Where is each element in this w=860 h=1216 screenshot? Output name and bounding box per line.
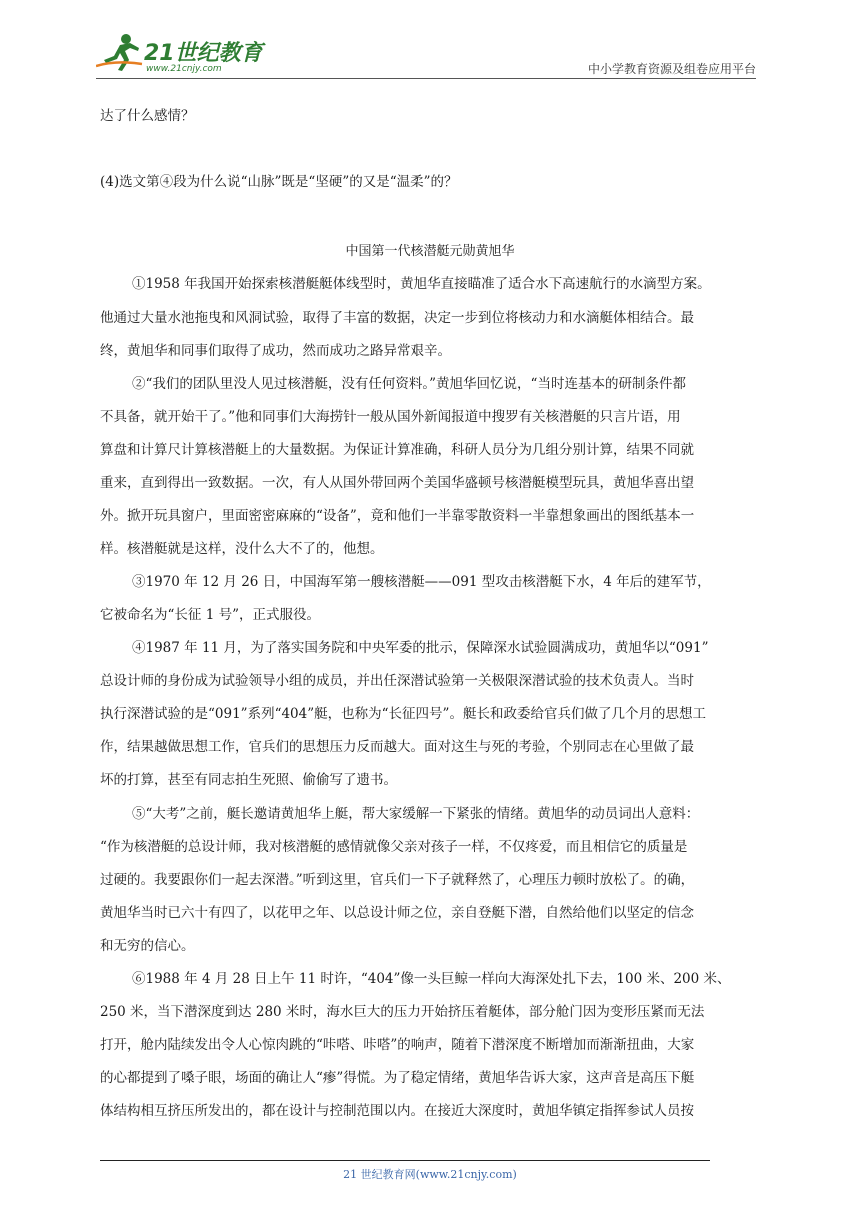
article-line: 他通过大量水池拖曳和风洞试验，取得了丰富的数据，决定一步到位将核动力和水滴艇体相结合。最 [100,310,694,326]
article-line: 黄旭华当时已六十有四了，以花甲之年、以总设计师之位，亲自登艇下潜，自然给他们以坚定的信念 [100,905,694,921]
article-line: 终，黄旭华和同事们取得了成功，然而成功之路异常艰辛。 [100,343,451,359]
question-text-continued: 达了什么感情？ [100,108,195,124]
article-line: “作为核潜艇的总设计师，我对核潜艇的感情就像父亲对孩子一样，不仅疼爱，而且相信它的质量是 [100,839,688,855]
article-line: 执行深潜试验的是“091”系列“404”艇，也称为“长征四号”。艇长和政委给官兵们做了几个月的思想工 [100,706,706,722]
article-line: 总设计师的身份成为试验领导小组的成员，并出任深潜试验第一关极限深潜试验的技术负责人。当时 [100,673,694,689]
article-line: 重来，直到得出一致数据。一次，有人从国外带回两个美国华盛顿号核潜艇模型玩具，黄旭华喜出望 [100,475,694,491]
article-line: ①1958 年我国开始探索核潜艇艇体线型时，黄旭华直接瞄准了适合水下高速航行的水滴型方案。 [132,276,711,292]
article-line: 样。核潜艇就是这样，没什么大不了的，他想。 [100,541,384,557]
runner-logo-icon [96,32,144,72]
article-line: 坏的打算，甚至有同志拍生死照、偷偷写了遗书。 [100,772,397,788]
question-4: (4)选文第④段为什么说“山脉”既是“坚硬”的又是“温柔”的？ [100,174,458,190]
article-line: 体结构相互挤压所发出的，都在设计与控制范围以内。在接近大深度时，黄旭华镇定指挥参试人员按 [100,1103,694,1119]
platform-name: 中小学教育资源及组卷应用平台 [587,62,756,76]
footer-divider [100,1160,710,1161]
article-line: ⑤“大考”之前，艇长邀请黄旭华上艇，帮大家缓解一下紧张的情绪。黄旭华的动员词出人意料： [132,806,700,822]
article-line: 和无穷的信心。 [100,938,195,954]
logo-url: www.21cnjy.com [146,64,222,74]
article-line: 作，结果越做思想工作，官兵们的思想压力反而越大。面对这生与死的考验，个别同志在心里做了最 [100,739,694,755]
article-line: 不具备，就开始干了。”他和同事们大海捞针一般从国外新闻报道中搜罗有关核潜艇的只言片语，用 [100,409,681,425]
article-line: ②“我们的团队里没人见过核潜艇，没有任何资料。”黄旭华回忆说，“当时连基本的研制条件都 [132,376,686,392]
article-line: 过硬的。我要跟你们一起去深潜。”听到这里，官兵们一下子就释然了，心理压力顿时放松了。的确， [100,872,695,888]
article-line: 它被命名为“长征 1 号”，正式服役。 [100,607,320,623]
article-title: 中国第一代核潜艇元勋黄旭华 [345,244,515,259]
site-logo [96,32,266,76]
page-header [96,26,756,78]
article-line: ⑥1988 年 4 月 28 日上午 11 时许，“404”像一头巨鲸一样向大海深处扎下去，100 米、200 米、 [132,971,731,987]
article-line: 250 米，当下潜深度到达 280 米时，海水巨大的压力开始挤压着艇体，部分舱门因为变形压紧而无法 [100,1004,705,1020]
article-line: ④1987 年 11 月，为了落实国务院和中央军委的批示，保障深水试验圆满成功，黄旭华以“091” [132,640,709,656]
article-line: 算盘和计算尺计算核潜艇上的大量数据。为保证计算准确，科研人员分为几组分别计算，结果不同就 [100,442,694,458]
header-divider [96,78,756,79]
article-line: 的心都提到了嗓子眼，场面的确让人“瘆”得慌。为了稳定情绪，黄旭华告诉大家，这声音是高压下艇 [100,1070,695,1086]
article-line: 打开，舱内陆续发出令人心惊肉跳的“咔嗒、咔嗒”的响声，随着下潜深度不断增加而渐渐扭曲，大家 [100,1037,695,1053]
article-line: 外。掀开玩具窗户，里面密密麻麻的“设备”，竟和他们一半靠零散资料一半靠想象画出的图纸基本一 [100,508,695,524]
footer-text: 21 世纪教育网(www.21cnjy.com) [343,1168,517,1181]
article-line: ③1970 年 12 月 26 日，中国海军第一艘核潜艇——091 型攻击核潜艇下水，4 年后的建军节， [132,574,711,590]
logo-text: 21世纪教育 [144,41,263,66]
